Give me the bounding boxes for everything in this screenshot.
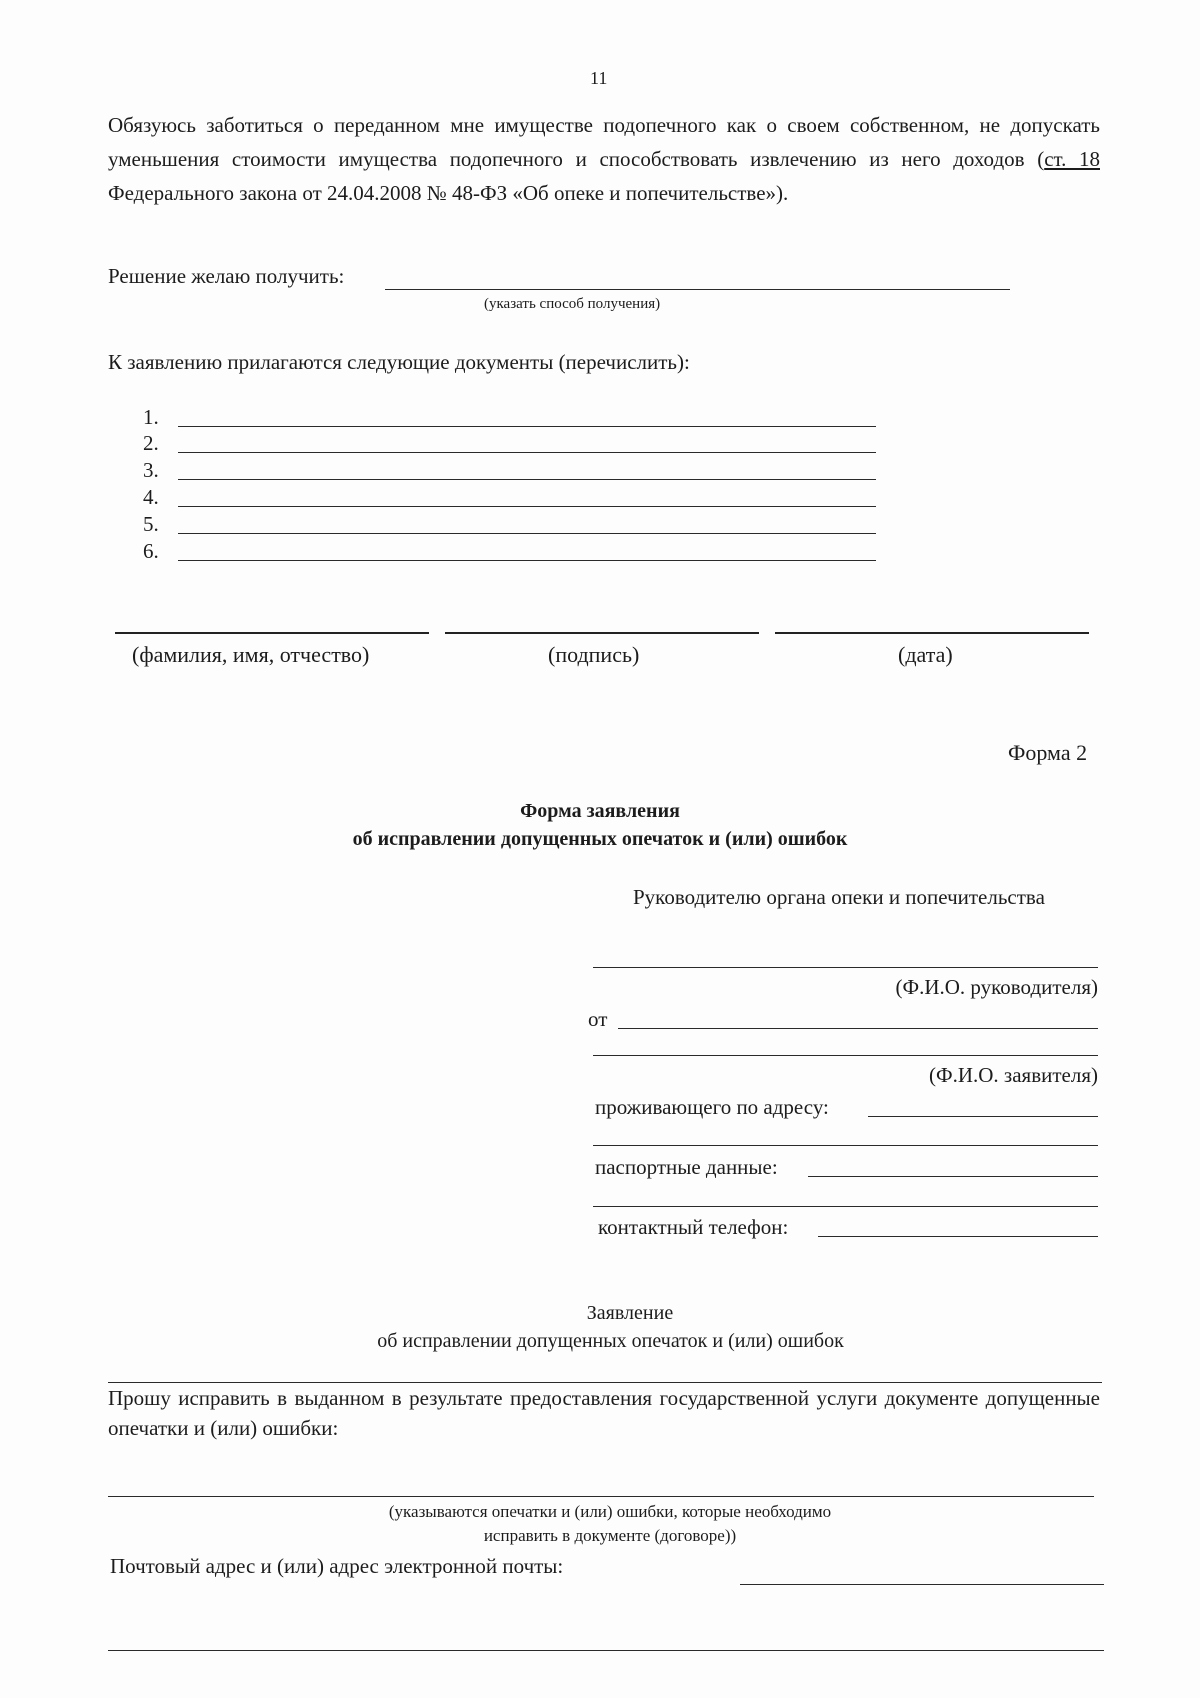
postal-field-1[interactable] bbox=[740, 1584, 1104, 1585]
attachment-number: 6. bbox=[143, 539, 159, 563]
request-paragraph: Прошу исправить в выданном в результате предоставления государственной услуги документе допущенные опечатки и (или) ошибки: bbox=[108, 1386, 1100, 1440]
passport-label: паспортные данные: bbox=[595, 1155, 778, 1179]
passport-field-2[interactable] bbox=[593, 1206, 1098, 1207]
attachment-field-3[interactable] bbox=[178, 479, 876, 480]
fio-signature-line[interactable] bbox=[115, 632, 429, 634]
address-field-2[interactable] bbox=[593, 1145, 1098, 1146]
signature-caption: (подпись) bbox=[548, 642, 640, 667]
attachments-label: К заявлению прилагаются следующие документы (перечислить): bbox=[108, 350, 690, 374]
law-article-link[interactable]: ст. 18 bbox=[1044, 147, 1100, 171]
address-label: проживающего по адресу: bbox=[595, 1095, 829, 1119]
from-label: от bbox=[588, 1007, 608, 1031]
form-title-line1: Форма заявления bbox=[520, 800, 680, 822]
form-number: Форма 2 bbox=[1008, 740, 1088, 765]
statement-title-line1: Заявление bbox=[586, 1302, 674, 1324]
page-number: 11 bbox=[590, 68, 608, 88]
errors-hint-line2: исправить в документе (договоре)) bbox=[483, 1526, 737, 1545]
decision-hint: (указать способ получения) bbox=[484, 296, 661, 312]
postal-label: Почтовый адрес и (или) адрес электронной почты: bbox=[110, 1554, 564, 1578]
signature-line[interactable] bbox=[445, 632, 759, 634]
date-caption: (дата) bbox=[898, 642, 953, 667]
form-title-line2: об исправлении допущенных опечаток и (или) ошибок bbox=[352, 828, 848, 850]
fio-caption: (фамилия, имя, отчество) bbox=[132, 642, 370, 667]
attachment-field-4[interactable] bbox=[178, 506, 876, 507]
phone-label: контактный телефон: bbox=[598, 1215, 789, 1239]
addressee-text: Руководителю органа опеки и попечительства bbox=[633, 885, 1045, 909]
errors-field[interactable] bbox=[108, 1496, 1094, 1497]
applicant-fio-field-1[interactable] bbox=[618, 1028, 1098, 1029]
attachment-number: 5. bbox=[143, 512, 159, 536]
statement-title-line2: об исправлении допущенных опечаток и (или) ошибок bbox=[377, 1330, 844, 1352]
head-fio-hint: (Ф.И.О. руководителя) bbox=[895, 975, 1098, 999]
attachment-number: 1. bbox=[143, 405, 159, 429]
postal-field-2[interactable] bbox=[108, 1650, 1104, 1651]
attachment-number: 3. bbox=[143, 458, 159, 482]
attachment-number: 2. bbox=[143, 431, 159, 455]
intro-text-after-link: Федерального закона от 24.04.2008 № 48-ФЗ «Об опеке и попечительстве»). bbox=[108, 181, 789, 205]
passport-field-1[interactable] bbox=[808, 1176, 1098, 1177]
errors-hint-line1: (указываются опечатки и (или) ошибки, которые необходимо bbox=[388, 1502, 832, 1521]
applicant-fio-field-2[interactable] bbox=[593, 1055, 1098, 1056]
attachment-field-5[interactable] bbox=[178, 533, 876, 534]
intro-paragraph bbox=[108, 108, 1100, 210]
attachment-field-6[interactable] bbox=[178, 560, 876, 561]
attachment-field-1[interactable] bbox=[178, 426, 876, 427]
applicant-fio-hint: (Ф.И.О. заявителя) bbox=[929, 1063, 1098, 1087]
date-line[interactable] bbox=[775, 632, 1089, 634]
address-field-1[interactable] bbox=[868, 1116, 1098, 1117]
decision-label: Решение желаю получить: bbox=[108, 264, 345, 288]
attachment-number: 4. bbox=[143, 485, 159, 509]
phone-field[interactable] bbox=[818, 1236, 1098, 1237]
intro-text-before-link: Обязуюсь заботиться о переданном мне имуществе подопечного как о своем собственном, не допускать уменьшения стоимости имущества подопечного и способствовать извлечению из него доходов ( bbox=[108, 113, 1100, 171]
attachment-field-2[interactable] bbox=[178, 452, 876, 453]
head-fio-field[interactable] bbox=[593, 967, 1098, 968]
decision-field[interactable] bbox=[385, 289, 1010, 290]
